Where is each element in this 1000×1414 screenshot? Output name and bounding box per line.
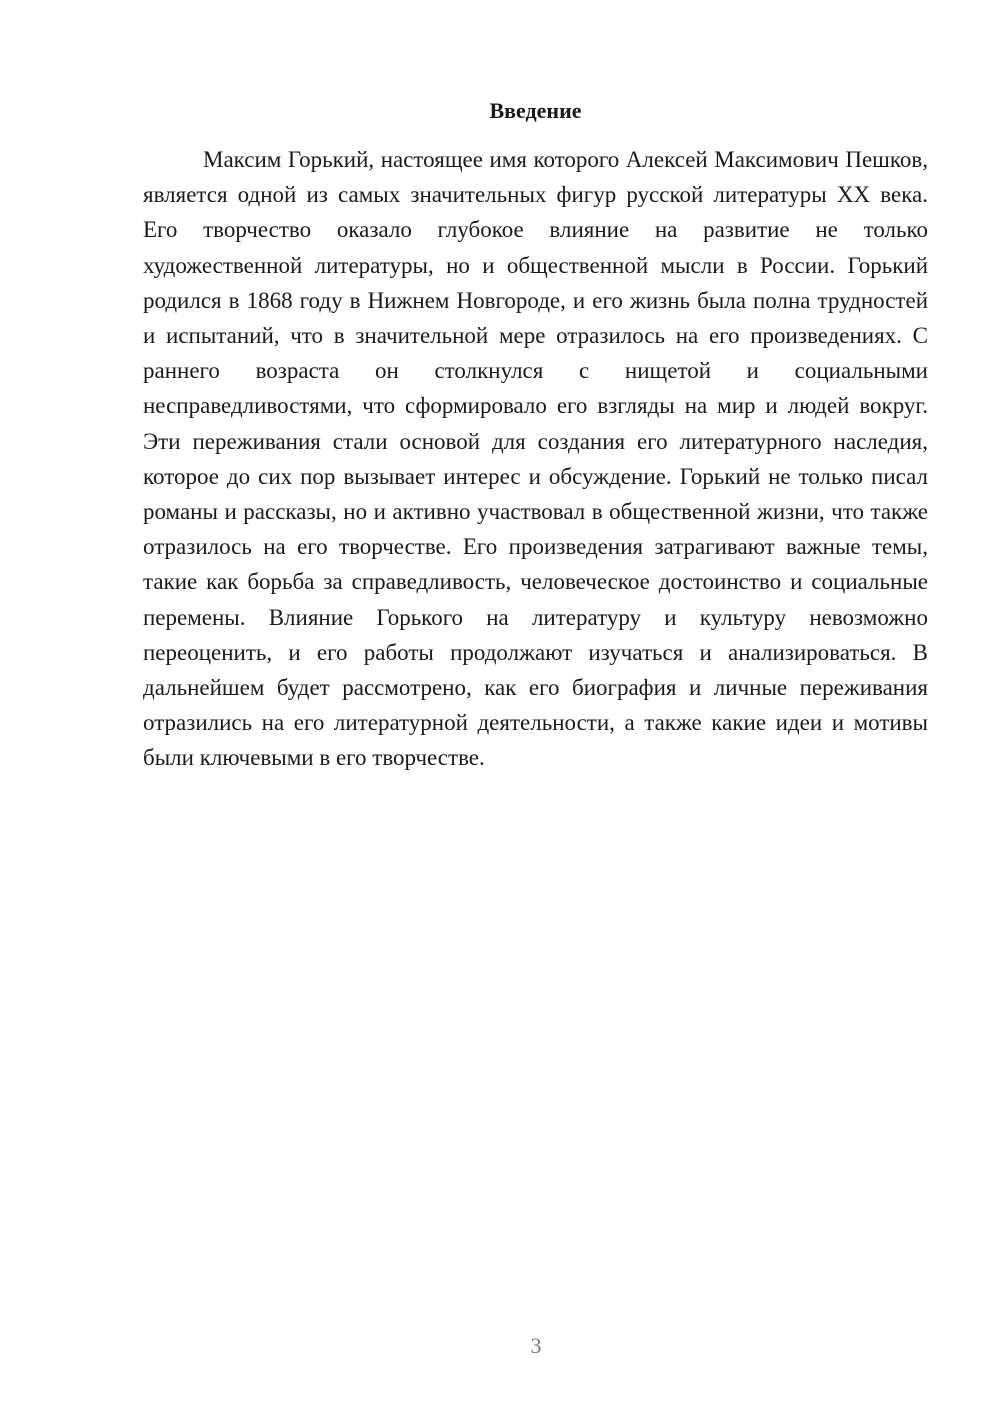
body-paragraph: Максим Горький, настоящее имя которого Алексей Максимович Пешков, является одной из самых значительных фигур русской литературы XX века. Его творчество оказало глубокое влияние на развитие не только художественной литературы, но и общественной мысли в России. Горький родился в 1868 году в Нижнем Новгороде, и его жизнь была полна трудностей и испытаний, что в значительной мере отразилось на его произведениях. С раннего возраста он столкнулся с нищетой и социальными несправедливостями, что сформировало его взгляды на мир и людей вокруг. Эти переживания стали основой для создания его литературного наследия, которое до сих пор вызывает интерес и обсуждение. Горький не только писал романы и рассказы, но и активно участвовал в общественной жизни, что также отразилось на его творчестве. Его произведения затрагивают важные темы, такие как борьба за справедливость, человеческое достоинство и социальные перемены. Влияние Горького на литературу и культуру невозможно переоценить, и его работы продолжают изучаться и анализироваться. В дальнейшем будет рассмотрено, как его биография и личные переживания отразились на его литературной деятельности, а также какие идеи и мотивы были ключевыми в его творчестве.: [143, 147, 928, 771]
section-heading-text: Введение: [489, 98, 582, 123]
section-heading: [143, 96, 928, 126]
page-number: 3: [530, 1333, 542, 1358]
